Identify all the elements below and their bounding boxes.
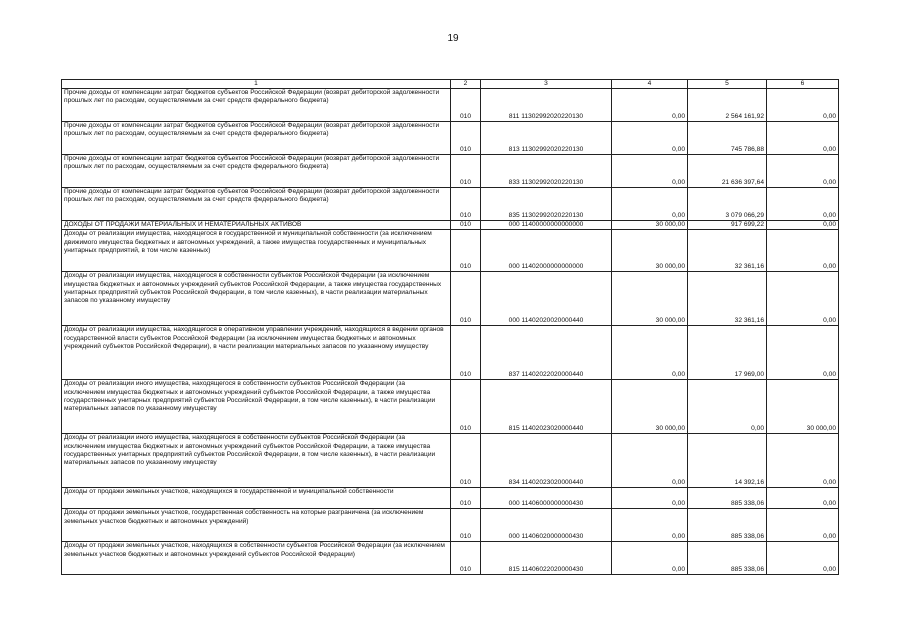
row-name-cell: Прочие доходы от компенсации затрат бюджетов субъектов Российской Федерации (возврат дебиторской задолженности прошлых лет по расходам, осуществляемым за счет средств федерального бюджета) [62,89,451,122]
row-unexecuted-cell: 0,00 [767,509,839,542]
row-plan-cell: 30 000,00 [612,230,688,272]
row-budget-code-cell: 813 11302992020220130 [481,122,612,155]
row-executed-cell: 21 636 397,64 [688,155,767,188]
page-number: 19 [447,33,459,44]
row-executed-cell: 0,00 [688,380,767,434]
row-name-cell: Доходы от продажи земельных участков, находящихся в государственной и муниципальной собственности [62,488,451,509]
row-name-cell: Доходы от реализации имущества, находящегося в государственной и муниципальной собственности (за исключением движимого имущества бюджетных и автономных учреждений, а также имущества государственных и муниципальных унитарных предприятий, в том числе казенных) [62,230,451,272]
table-row [62,488,839,509]
row-name-cell: Прочие доходы от компенсации затрат бюджетов субъектов Российской Федерации (возврат дебиторской задолженности прошлых лет по расходам, осуществляемым за счет средств федерального бюджета) [62,122,451,155]
row-unexecuted-cell: 0,00 [767,488,839,509]
row-line-code-cell: 010 [451,272,481,326]
row-line-code-cell: 010 [451,155,481,188]
row-unexecuted-cell: 0,00 [767,188,839,221]
row-plan-cell: 0,00 [612,488,688,509]
revenue-table [61,79,839,575]
table-row [62,221,839,230]
row-executed-cell: 885 338,06 [688,542,767,575]
row-line-code-cell: 010 [451,326,481,380]
table-row [62,509,839,542]
row-executed-cell: 3 079 066,29 [688,188,767,221]
row-plan-cell: 0,00 [612,542,688,575]
row-name-cell: Доходы от реализации имущества, находящегося в оперативном управлении учреждений, находящихся в ведении органов государственной власти субъектов Российской Федерации (за исключением имущества бюджетных и автономных учреждений субъектов Российской Федерации), в части реализации материальных запасов по указанному имуществу [62,326,451,380]
column-header-1: 1 [62,80,451,89]
row-name-cell: Доходы от продажи земельных участков, находящихся в собственности субъектов Российской Федерации (за исключением земельных участков бюджетных и автономных учреждений субъектов Российской Федерации) [62,542,451,575]
column-header-5: 5 [688,80,767,89]
row-name-cell: Доходы от реализации иного имущества, находящегося в собственности субъектов Российской Федерации (за исключением имущества бюджетных и автономных учреждений субъектов Российской Федерации, а также имущества государственных унитарных предприятий субъектов Российской Федерации, в том числе казенных), в части реализации материальных запасов по указанному имуществу [62,434,451,488]
table-row [62,122,839,155]
row-name-cell: Прочие доходы от компенсации затрат бюджетов субъектов Российской Федерации (возврат дебиторской задолженности прошлых лет по расходам, осуществляемым за счет средств федерального бюджета) [62,155,451,188]
row-unexecuted-cell: 0,00 [767,326,839,380]
row-line-code-cell: 010 [451,89,481,122]
row-line-code-cell: 010 [451,221,481,230]
table-row [62,188,839,221]
row-budget-code-cell: 833 11302992020220130 [481,155,612,188]
row-plan-cell: 0,00 [612,89,688,122]
row-executed-cell: 17 969,00 [688,326,767,380]
row-plan-cell: 0,00 [612,188,688,221]
row-plan-cell: 30 000,00 [612,272,688,326]
row-name-cell: ДОХОДЫ ОТ ПРОДАЖИ МАТЕРИАЛЬНЫХ И НЕМАТЕРИАЛЬНЫХ АКТИВОВ [62,221,451,230]
column-header-6: 6 [767,80,839,89]
row-plan-cell: 0,00 [612,122,688,155]
row-unexecuted-cell: 0,00 [767,122,839,155]
row-budget-code-cell: 000 11402000000000000 [481,230,612,272]
column-header-4: 4 [612,80,688,89]
column-header-3: 3 [481,80,612,89]
row-budget-code-cell: 000 11406020000000430 [481,509,612,542]
table-row [62,434,839,488]
row-budget-code-cell: 837 11402022020000440 [481,326,612,380]
table-row [62,155,839,188]
row-executed-cell: 32 361,16 [688,230,767,272]
row-name-cell: Доходы от реализации имущества, находящегося в собственности субъектов Российской Федерации (за исключением имущества бюджетных и автономных учреждений субъектов Российской Федерации, а также имущества государственных унитарных предприятий субъектов Российской Федерации, в том числе казенных), в части реализации материальных запасов по указанному имуществу [62,272,451,326]
table-row [62,542,839,575]
row-budget-code-cell: 835 11302992020220130 [481,188,612,221]
row-unexecuted-cell: 0,00 [767,272,839,326]
table-row [62,326,839,380]
row-budget-code-cell: 000 11400000000000000 [481,221,612,230]
row-budget-code-cell: 815 11402023020000440 [481,380,612,434]
row-plan-cell: 0,00 [612,155,688,188]
row-line-code-cell: 010 [451,542,481,575]
row-line-code-cell: 010 [451,509,481,542]
row-line-code-cell: 010 [451,434,481,488]
row-executed-cell: 917 699,22 [688,221,767,230]
row-budget-code-cell: 000 11402020020000440 [481,272,612,326]
table-row [62,89,839,122]
table-row [62,272,839,326]
row-plan-cell: 30 000,00 [612,380,688,434]
row-line-code-cell: 010 [451,230,481,272]
row-line-code-cell: 010 [451,380,481,434]
row-plan-cell: 0,00 [612,326,688,380]
row-name-cell: Доходы от реализации иного имущества, находящегося в собственности субъектов Российской Федерации (за исключением имущества бюджетных и автономных учреждений субъектов Российской Федерации, а также имущества государственных унитарных предприятий субъектов Российской Федерации, в том числе казенных), в части реализации материальных запасов по указанному имуществу [62,380,451,434]
row-name-cell: Прочие доходы от компенсации затрат бюджетов субъектов Российской Федерации (возврат дебиторской задолженности прошлых лет по расходам, осуществляемым за счет средств федерального бюджета) [62,188,451,221]
row-line-code-cell: 010 [451,122,481,155]
row-executed-cell: 745 786,88 [688,122,767,155]
row-plan-cell: 0,00 [612,509,688,542]
row-line-code-cell: 010 [451,488,481,509]
table-row [62,380,839,434]
row-budget-code-cell: 000 11406000000000430 [481,488,612,509]
row-executed-cell: 885 338,06 [688,488,767,509]
table-row [62,230,839,272]
row-budget-code-cell: 834 11402023020000440 [481,434,612,488]
row-executed-cell: 32 361,16 [688,272,767,326]
row-executed-cell: 2 564 161,92 [688,89,767,122]
row-line-code-cell: 010 [451,188,481,221]
row-name-cell: Доходы от продажи земельных участков, государственная собственность на которые разграничена (за исключением земельных участков бюджетных и автономных учреждений) [62,509,451,542]
row-executed-cell: 14 392,16 [688,434,767,488]
row-plan-cell: 0,00 [612,434,688,488]
row-budget-code-cell: 811 11302992020220130 [481,89,612,122]
row-plan-cell: 30 000,00 [612,221,688,230]
row-budget-code-cell: 815 11406022020000430 [481,542,612,575]
row-unexecuted-cell: 0,00 [767,89,839,122]
row-unexecuted-cell: 0,00 [767,221,839,230]
row-unexecuted-cell: 0,00 [767,542,839,575]
row-unexecuted-cell: 0,00 [767,434,839,488]
row-unexecuted-cell: 0,00 [767,155,839,188]
column-header-2: 2 [451,80,481,89]
row-unexecuted-cell: 0,00 [767,230,839,272]
column-number-row [62,80,839,89]
row-unexecuted-cell: 30 000,00 [767,380,839,434]
row-executed-cell: 885 338,06 [688,509,767,542]
